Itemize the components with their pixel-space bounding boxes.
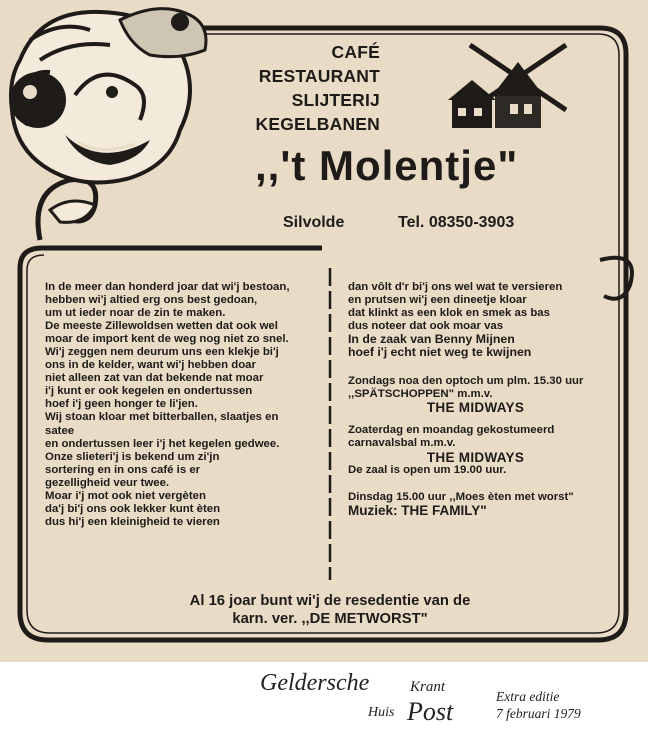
text-line: niet alleen zat van dat bekende nat moar	[45, 372, 264, 385]
footer-line: karn. ver. ,,DE METWORST"	[232, 611, 428, 627]
clown-icon	[10, 9, 206, 223]
text-line: Onze slieteri'j is bekend um zi'jn	[45, 450, 220, 463]
right-column-text	[348, 281, 618, 517]
text-line: Moar i'j mot ook niet vergèten	[45, 489, 206, 502]
text-line: In de meer dan honderd joar dat wi'j bestoan,	[45, 281, 290, 293]
text-line: ons in de kelder, want wi'j hebben doar	[45, 359, 256, 372]
text-line: De meeste Zillewoldsen wetten dat ook wel	[45, 320, 278, 333]
text-line: hoef i'j geen honger te li'jen.	[45, 398, 198, 411]
text-line: dat klinkt as een klok en smek as bas	[348, 307, 550, 320]
text-line: da'j bi'j ons ook lekker kunt èten	[45, 502, 221, 515]
business-type: CAFÉ	[331, 42, 380, 62]
text-line: satee	[45, 424, 75, 437]
windmill-icon	[448, 45, 566, 128]
edition-info	[496, 688, 581, 722]
music-line: Muziek: THE FAMILY"	[348, 502, 487, 518]
text-line: dus hi'j een kleinigheid te vieren	[45, 515, 220, 528]
business-phone: Tel. 08350-3903	[398, 214, 515, 231]
text-line: sortering en in ons café is er	[45, 463, 201, 476]
footer-line: Al 16 joar bunt wi'j de resedentie van de	[189, 593, 471, 609]
text-line: um ut ieder noar de zin te maken.	[45, 307, 226, 320]
text-line: Zondags noa den optoch um plm. 15.30 uur	[348, 375, 584, 388]
band-name: THE MIDWAYS	[426, 449, 525, 465]
text-line: De zaal is open um 19.00 uur.	[348, 463, 507, 476]
newspaper-name: Huis	[368, 705, 395, 720]
business-name: ,,'t Molentje"	[255, 142, 519, 189]
text-line: gezelligheid veur twee.	[45, 476, 170, 489]
text-line: en prutsen wi'j een dineetje kloar	[348, 294, 527, 307]
business-types	[210, 40, 380, 136]
text-line: Dinsdag 15.00 uur ,,Moes èten met worst"	[348, 490, 574, 503]
text-line: dus noteer dat ook moar vas	[348, 320, 504, 333]
text-line: Wij stoan kloar met bitterballen, slaatjes en	[45, 411, 279, 424]
edition-label: Extra editie	[496, 689, 560, 704]
emphasis-line: hoef i'j echt niet weg te kwijnen	[348, 345, 532, 360]
emphasis-line: In de zaak van Benny Mijnen	[348, 332, 515, 347]
footer-text	[80, 592, 580, 628]
business-place: Silvolde	[283, 214, 345, 231]
business-type: KEGELBANEN	[255, 114, 380, 134]
text-line: en ondertussen leer i'j het kegelen gedwee.	[45, 437, 280, 450]
text-line: ,,SPÄTSCHOPPEN" m.m.v.	[348, 388, 493, 401]
text-line: Wi'j zeggen nem deurum uns een klekje bi'j	[45, 346, 279, 359]
left-column-text	[45, 281, 325, 529]
text-line: carnavalsbal m.m.v.	[348, 437, 456, 450]
business-type: SLIJTERIJ	[291, 90, 380, 110]
newspaper-name: Post	[407, 697, 454, 726]
text-line: i'j kunt er ook kegelen en ondertussen	[45, 385, 253, 398]
business-type: RESTAURANT	[258, 66, 380, 86]
newspaper-name: Krant	[410, 679, 446, 695]
text-line: hebben wi'j altied erg ons best gedoan,	[45, 294, 258, 307]
edition-date: 7 februari 1979	[496, 706, 581, 721]
text-line: moar de import kent de weg nog niet zo snel.	[45, 333, 289, 346]
newspaper-name: Geldersche	[260, 670, 370, 696]
text-line: Zoaterdag en moandag gekostumeerd	[348, 424, 555, 437]
band-name: THE MIDWAYS	[426, 400, 525, 416]
text-line: dan vôlt d'r bi'j ons wel wat te versieren	[348, 281, 563, 293]
